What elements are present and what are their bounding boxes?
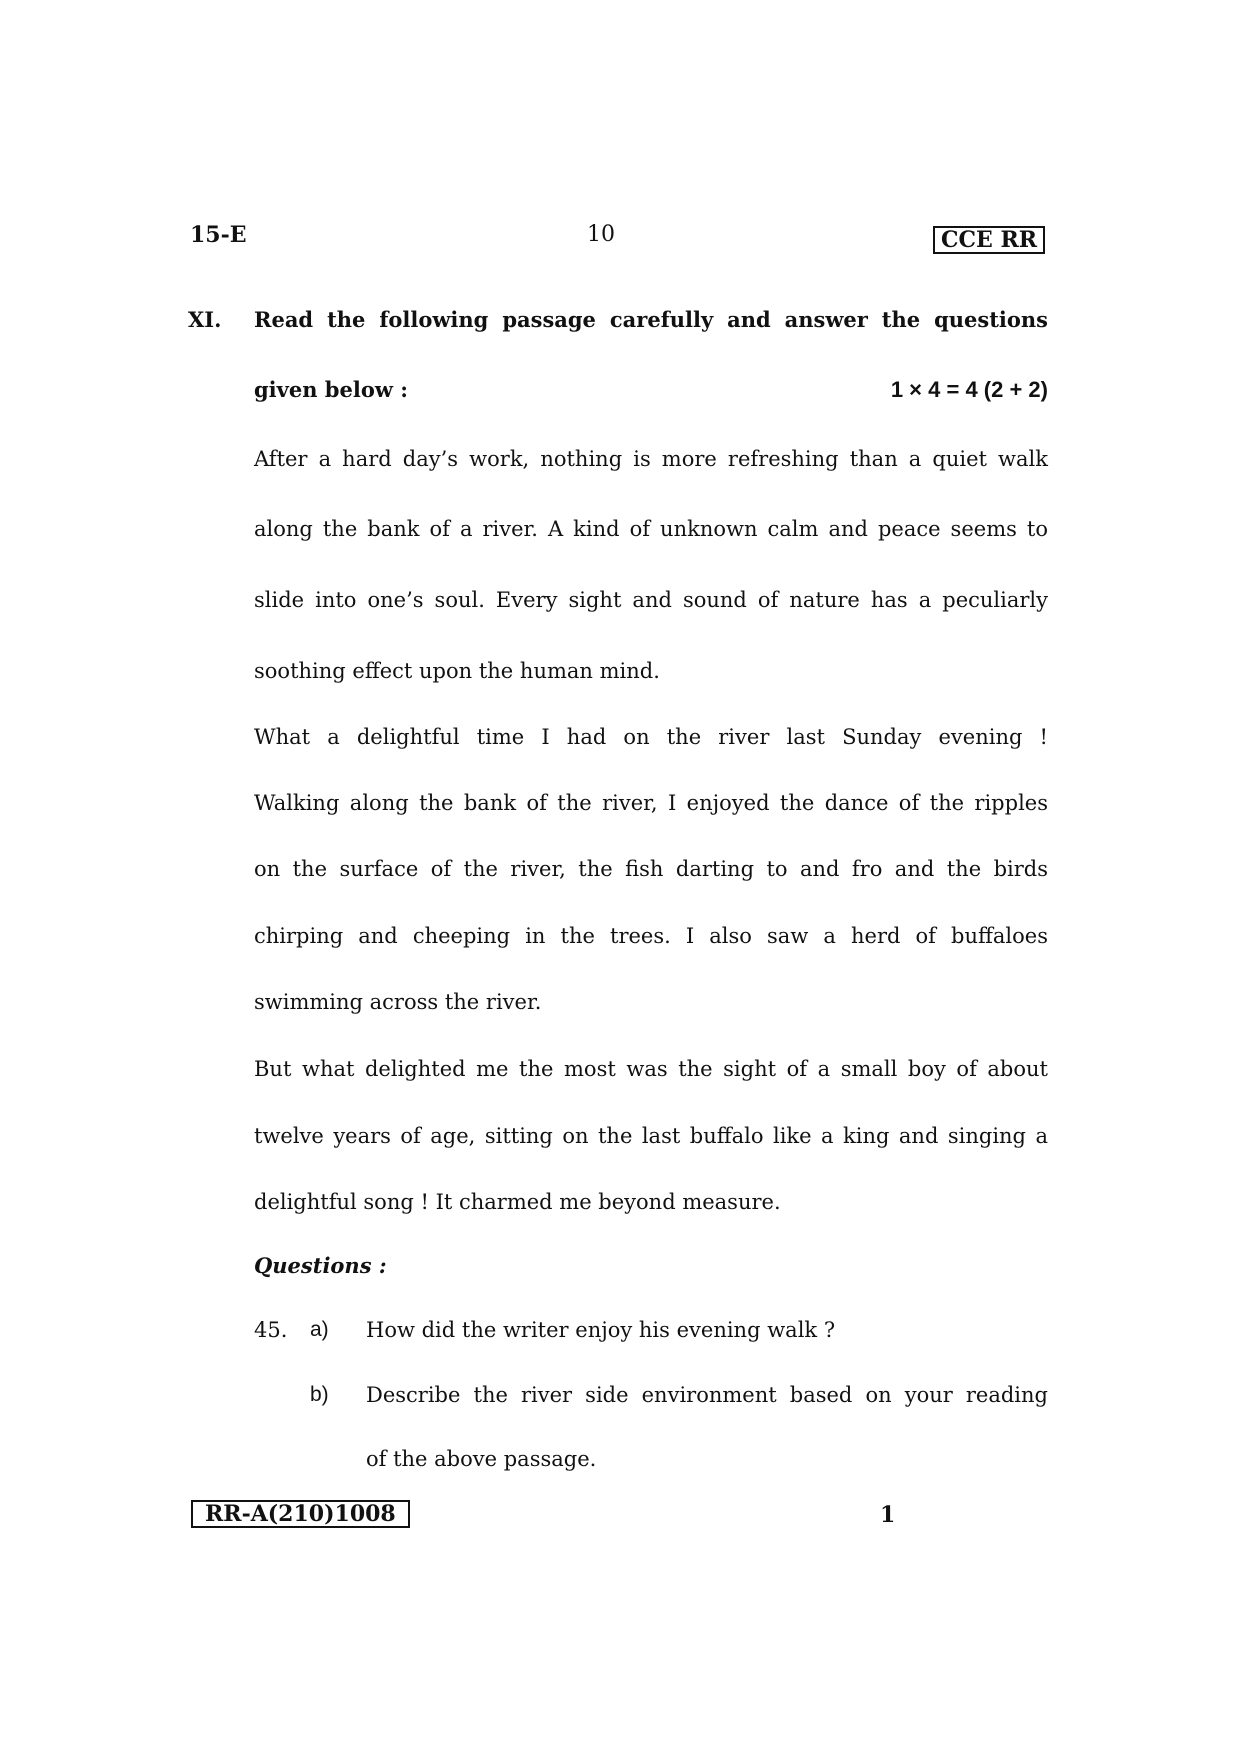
footer-code-box: RR-A(210)1008 <box>191 1500 410 1528</box>
passage-line: along the bank of a river. A kind of unknown calm and peace seems to <box>254 517 1048 541</box>
section-instruction-cont: given below : <box>254 377 408 402</box>
passage-line: delightful song ! It charmed me beyond measure. <box>254 1190 781 1214</box>
passage-line: on the surface of the river, the fish darting to and fro and the birds <box>254 857 1048 881</box>
paper-code: 15-E <box>190 222 247 248</box>
marks-allocation: 1 × 4 = 4 (2 + 2) <box>890 377 1048 402</box>
footer-number: 1 <box>880 1502 896 1528</box>
section-instruction: Read the following passage carefully and answer the questions <box>254 307 1048 332</box>
passage-line: Walking along the bank of the river, I enjoyed the dance of the ripples <box>254 791 1048 815</box>
passage-line: swimming across the river. <box>254 990 542 1014</box>
question-text: How did the writer enjoy his evening walk ? <box>366 1318 836 1342</box>
passage-line: But what delighted me the most was the sight of a small boy of about <box>254 1057 1048 1081</box>
page-number: 10 <box>587 222 615 247</box>
question-part-label: a) <box>310 1318 329 1341</box>
passage-line: What a delightful time I had on the river last Sunday evening ! <box>254 725 1048 749</box>
question-text: Describe the river side environment based on your reading <box>366 1383 1048 1407</box>
passage-line: slide into one’s soul. Every sight and sound of nature has a peculiarly <box>254 588 1048 612</box>
question-number: 45. <box>254 1318 288 1342</box>
passage-line: chirping and cheeping in the trees. I also saw a herd of buffaloes <box>254 924 1048 948</box>
passage-line: soothing effect upon the human mind. <box>254 659 660 683</box>
section-number: XI. <box>188 307 222 332</box>
passage-line: twelve years of age, sitting on the last buffalo like a king and singing a <box>254 1124 1048 1148</box>
question-part-label: b) <box>310 1383 329 1406</box>
questions-heading: Questions : <box>254 1253 387 1278</box>
question-text-cont: of the above passage. <box>366 1447 597 1471</box>
passage-line: After a hard day’s work, nothing is more refreshing than a quiet walk <box>254 447 1048 471</box>
exam-code-box: CCE RR <box>933 226 1045 254</box>
